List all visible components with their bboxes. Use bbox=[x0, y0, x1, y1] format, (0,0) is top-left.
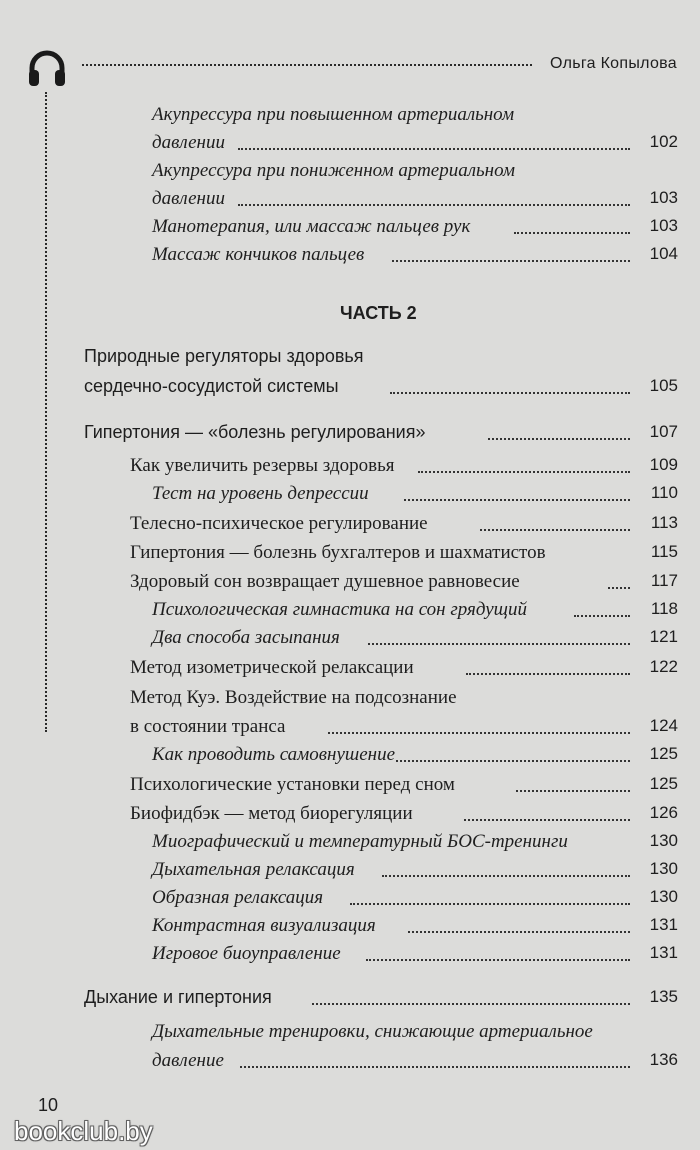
toc-entry bbox=[0, 483, 700, 511]
toc-entry-page: 117 bbox=[650, 571, 678, 590]
toc-entry-page: 124 bbox=[649, 716, 678, 735]
toc-entry bbox=[0, 188, 700, 216]
toc-entry-title: в состоянии транса bbox=[130, 716, 286, 737]
toc-entry-page: 125 bbox=[649, 744, 678, 763]
toc-entry-title: давлении bbox=[152, 188, 225, 209]
toc-entry bbox=[0, 716, 700, 744]
toc-entry bbox=[0, 1050, 700, 1078]
toc-entry-title: давлении bbox=[152, 132, 225, 153]
toc-entry-title: Телесно-психическое регулирование bbox=[130, 513, 428, 534]
toc-entry-page: 103 bbox=[649, 216, 678, 235]
toc-entry-page: 130 bbox=[649, 887, 678, 906]
leader-dots bbox=[368, 643, 630, 645]
toc-entry bbox=[0, 346, 700, 374]
toc-entry-title: сердечно-сосудистой системы bbox=[84, 376, 339, 396]
toc-entry-title: Гипертония — «болезнь регулирования» bbox=[84, 422, 426, 442]
page-number: 10 bbox=[38, 1095, 59, 1115]
toc-entry-page: 115 bbox=[650, 542, 678, 561]
leader-dots bbox=[418, 471, 630, 473]
toc-entry-page: 125 bbox=[649, 774, 678, 793]
leader-dots bbox=[312, 1003, 630, 1005]
leader-dots bbox=[382, 875, 630, 877]
toc-entry-page: 126 bbox=[649, 803, 678, 822]
toc-entry-title: Психологическая гимнастика на сон грядущий bbox=[152, 599, 527, 620]
toc-entry-page: 118 bbox=[650, 599, 678, 618]
toc-entry-title: Миографический и температурный БОС-тренинги bbox=[152, 831, 568, 852]
leader-dots bbox=[514, 232, 630, 234]
toc-entry bbox=[0, 627, 700, 655]
leader-dots bbox=[466, 673, 630, 675]
toc-entry-page: 103 bbox=[649, 188, 678, 207]
toc-entry bbox=[0, 599, 700, 627]
toc-entry-title: давление bbox=[152, 1050, 224, 1071]
toc-entry bbox=[0, 859, 700, 887]
toc-entry bbox=[0, 376, 700, 404]
toc-entry bbox=[0, 160, 700, 188]
toc-entry-page: 131 bbox=[649, 943, 678, 962]
toc-entry-title: Метод Куэ. Воздействие на подсознание bbox=[130, 687, 457, 708]
toc-entry-page: 135 bbox=[649, 987, 678, 1006]
toc-entry bbox=[0, 216, 700, 244]
toc-entry-page: 130 bbox=[649, 831, 678, 850]
toc-entry-title: Природные регуляторы здоровья bbox=[84, 346, 364, 366]
toc-entry-title: Дыхательная релаксация bbox=[152, 859, 355, 880]
toc-entry-title: Массаж кончиков пальцев bbox=[152, 244, 365, 265]
leader-dots bbox=[328, 732, 630, 734]
toc-entry bbox=[0, 774, 700, 802]
toc-entry-page: 107 bbox=[649, 422, 678, 441]
leader-dots bbox=[240, 1066, 630, 1068]
toc-entry bbox=[0, 943, 700, 971]
leader-dots bbox=[608, 587, 630, 589]
leader-dots bbox=[464, 819, 630, 821]
toc-entry-title: Образная релаксация bbox=[152, 887, 324, 908]
toc-entry-page: 130 bbox=[649, 859, 678, 878]
leader-dots bbox=[480, 529, 630, 531]
toc-entry-page: 105 bbox=[649, 376, 678, 395]
toc-entry bbox=[0, 455, 700, 483]
toc-entry bbox=[0, 104, 700, 132]
leader-dots bbox=[404, 499, 630, 501]
leader-dots bbox=[516, 790, 630, 792]
leader-dots bbox=[238, 148, 630, 150]
toc-entry bbox=[0, 887, 700, 915]
toc-entry bbox=[0, 831, 700, 859]
leader-dots bbox=[392, 260, 630, 262]
toc-entry-title: Психологические установки перед сном bbox=[130, 774, 455, 795]
toc-entry-page: 109 bbox=[649, 455, 678, 474]
toc-entry bbox=[0, 915, 700, 943]
toc-entry-title: Как проводить самовнушение bbox=[152, 744, 396, 765]
toc-entry-title: Манотерапия, или массаж пальцев рук bbox=[152, 216, 471, 237]
toc-entry bbox=[0, 513, 700, 541]
leader-dots bbox=[408, 931, 630, 933]
toc-entry bbox=[0, 244, 700, 272]
toc-entry bbox=[0, 987, 700, 1015]
watermark: bookclub.by bbox=[14, 1116, 153, 1146]
toc-entry bbox=[0, 1021, 700, 1049]
toc-entry-title: Игровое биоуправление bbox=[152, 943, 341, 964]
header-author: Ольга Копылова bbox=[550, 55, 677, 72]
leader-dots bbox=[350, 903, 630, 905]
toc-entry-page: 136 bbox=[649, 1050, 678, 1069]
leader-dots bbox=[396, 760, 630, 762]
toc-entry bbox=[0, 744, 700, 772]
toc-entry-page: 122 bbox=[649, 657, 678, 676]
toc-entry-page: 110 bbox=[650, 483, 678, 502]
toc-entry bbox=[0, 132, 700, 160]
toc-entry-title: Два способа засыпания bbox=[152, 627, 340, 648]
leader-dots bbox=[574, 615, 630, 617]
toc-entry bbox=[0, 657, 700, 685]
toc-entry-title: Акупрессура при повышенном артериальном bbox=[152, 104, 515, 125]
toc-entry-title: Метод изометрической релаксации bbox=[130, 657, 414, 678]
toc-entry-page: 102 bbox=[649, 132, 678, 151]
toc-entry-title: Тест на уровень депрессии bbox=[152, 483, 369, 504]
toc-entry-page: 131 bbox=[649, 915, 678, 934]
toc-entry-title: Дыхание и гипертония bbox=[84, 987, 272, 1007]
part-heading: ЧАСТЬ 2 bbox=[340, 303, 417, 323]
toc-entry-title: Контрастная визуализация bbox=[152, 915, 376, 936]
toc-entry-title: Дыхательные тренировки, снижающие артериальное bbox=[152, 1021, 593, 1042]
toc-entry-title: Акупрессура при пониженном артериальном bbox=[152, 160, 515, 181]
toc-entry-title: Гипертония — болезнь бухгалтеров и шахматистов bbox=[130, 542, 546, 563]
toc-entry-title: Как увеличить резервы здоровья bbox=[130, 455, 395, 476]
toc-entry bbox=[0, 803, 700, 831]
toc-entry-title: Биофидбэк — метод биорегуляции bbox=[130, 803, 413, 824]
toc-entry bbox=[0, 542, 700, 570]
leader-dots bbox=[238, 204, 630, 206]
toc-entry bbox=[0, 571, 700, 599]
leader-dots bbox=[366, 959, 630, 961]
toc-entry bbox=[0, 687, 700, 715]
toc-entry-page: 113 bbox=[650, 513, 678, 532]
toc-entry bbox=[0, 422, 700, 450]
toc-entry-title: Здоровый сон возвращает душевное равновесие bbox=[130, 571, 520, 592]
toc-entry-page: 104 bbox=[649, 244, 678, 263]
leader-dots bbox=[488, 438, 630, 440]
leader-dots bbox=[390, 392, 630, 394]
toc-entry-page: 121 bbox=[649, 627, 678, 646]
